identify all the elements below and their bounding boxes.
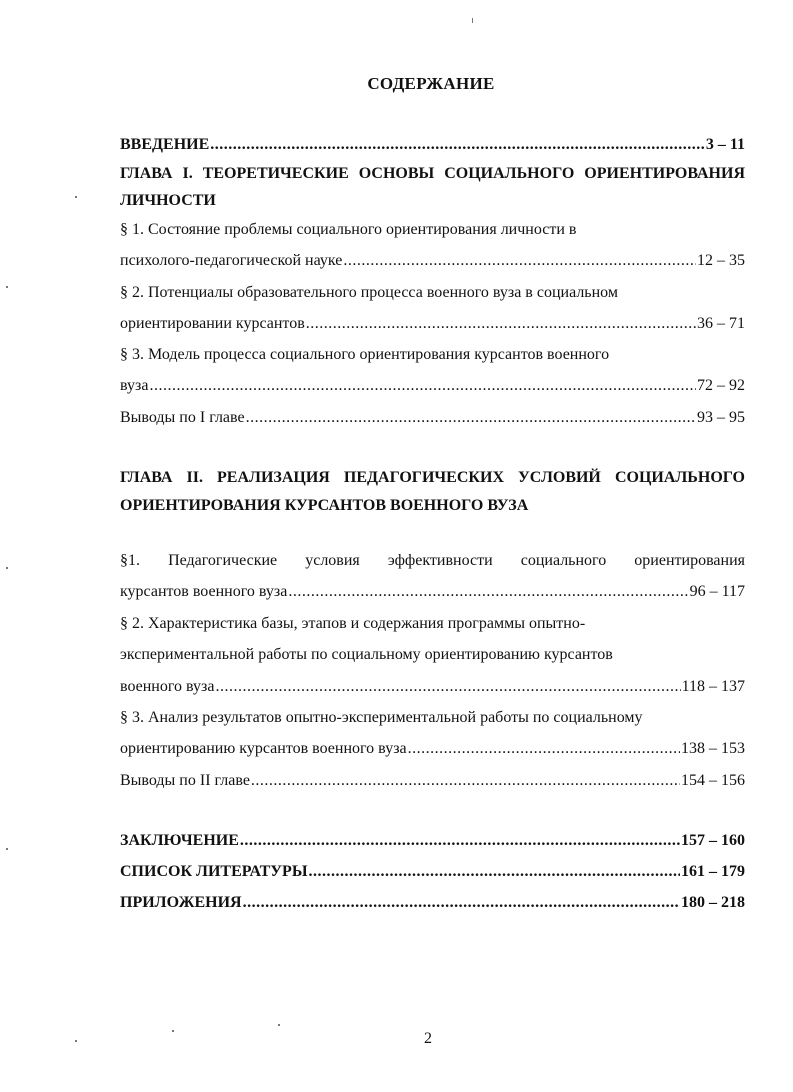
toc-entry-label: СПИСОК ЛИТЕРАТУРЫ (120, 863, 308, 880)
chapter2-heading-line1: ГЛАВА II. РЕАЛИЗАЦИЯ ПЕДАГОГИЧЕСКИХ УСЛОВИЙ СОЦИАЛЬНОГО (120, 469, 745, 486)
toc-entry-ch1-conclusions (120, 406, 745, 430)
toc-entry-pages: 180 – 218 (681, 894, 745, 911)
scan-speck (6, 567, 8, 569)
dot-leader (240, 829, 680, 853)
scan-speck (278, 1024, 280, 1026)
chapter2-heading-line2: ОРИЕНТИРОВАНИЯ КУРСАНТОВ ВОЕННОГО ВУЗА (120, 497, 529, 514)
scan-speck (75, 196, 77, 198)
chapter1-heading-line1: ГЛАВА I. ТЕОРЕТИЧЕСКИЕ ОСНОВЫ СОЦИАЛЬНОГО ОРИЕНТИРОВАНИЯ (120, 165, 745, 182)
toc-entry-pages: 157 – 160 (681, 832, 745, 849)
ch2-section2-line2: экспериментальной работы по социальному ориентированию курсантов (120, 646, 613, 663)
toc-entry-ch1-section2 (120, 312, 745, 336)
toc-entry-label: ориентировании курсантов (120, 315, 305, 332)
dot-leader (251, 769, 680, 793)
toc-entry-ch2-section2 (120, 675, 745, 699)
page-number: 2 (424, 1030, 432, 1047)
dot-leader (288, 580, 688, 604)
dot-leader (246, 406, 696, 430)
toc-entry-pages: 96 – 117 (689, 583, 745, 600)
toc-entry-ch2-section1 (120, 580, 745, 604)
toc-entry-conclusion (120, 829, 745, 853)
scan-speck (6, 286, 8, 288)
toc-entry-pages: 161 – 179 (681, 863, 745, 880)
toc-entry-pages: 138 – 153 (681, 740, 745, 757)
toc-entry-label: ВВЕДЕНИЕ (120, 136, 210, 153)
ch2-section2-line1: § 2. Характеристика базы, этапов и содержания программы опытно- (120, 615, 586, 632)
scan-speck (6, 848, 8, 850)
ch2-section1-line1: §1. Педагогические условия эффективности социального ориентирования (120, 552, 745, 569)
toc-entry-pages: 3 – 11 (705, 136, 745, 153)
dot-leader (149, 374, 696, 398)
dot-leader (210, 133, 705, 157)
toc-entry-label: ЗАКЛЮЧЕНИЕ (120, 832, 239, 849)
dot-leader (309, 860, 680, 884)
toc-entry-label: Выводы по I главе (120, 409, 245, 426)
dot-leader (215, 675, 680, 699)
toc-entry-label: психолого-педагогической науке (120, 252, 343, 269)
toc-entry-bibliography (120, 860, 745, 884)
dot-leader (243, 891, 680, 915)
scan-speck (472, 18, 473, 23)
toc-entry-label: ПРИЛОЖЕНИЯ (120, 894, 242, 911)
toc-entry-label: вуза (120, 377, 149, 394)
toc-entry-appendices (120, 891, 745, 915)
ch1-section2-line1: § 2. Потенциалы образовательного процесса военного вуза в социальном (120, 284, 618, 301)
ch1-section1-line1: § 1. Состояние проблемы социального ориентирования личности в (120, 221, 577, 238)
toc-entry-intro (120, 133, 745, 157)
ch1-section3-line1: § 3. Модель процесса социального ориентирования курсантов военного (120, 346, 610, 363)
dot-leader (306, 312, 696, 336)
toc-entry-pages: 36 – 71 (697, 315, 745, 332)
toc-entry-ch2-conclusions (120, 769, 745, 793)
dot-leader (408, 737, 680, 761)
toc-entry-label: курсантов военного вуза (120, 583, 288, 600)
toc-entry-label: военного вуза (120, 678, 215, 695)
toc-entry-pages: 12 – 35 (697, 252, 745, 269)
toc-entry-pages: 72 – 92 (697, 377, 745, 394)
scan-speck (172, 1030, 174, 1032)
chapter1-heading-line2: ЛИЧНОСТИ (120, 192, 216, 209)
dot-leader (343, 249, 696, 273)
ch2-section3-line1: § 3. Анализ результатов опытно-экспериментальной работы по социальному (120, 709, 643, 726)
toc-entry-ch2-section3 (120, 737, 745, 761)
toc-entry-pages: 154 – 156 (681, 772, 745, 789)
toc-entry-label: Выводы по II главе (120, 772, 250, 789)
toc-entry-ch1-section1 (120, 249, 745, 273)
toc-entry-pages: 93 – 95 (697, 409, 745, 426)
toc-entry-pages: 118 – 137 (681, 678, 745, 695)
toc-entry-label: ориентированию курсантов военного вуза (120, 740, 407, 757)
scan-speck (75, 1040, 77, 1042)
toc-entry-ch1-section3 (120, 374, 745, 398)
page-title: СОДЕРЖАНИЕ (367, 74, 495, 93)
